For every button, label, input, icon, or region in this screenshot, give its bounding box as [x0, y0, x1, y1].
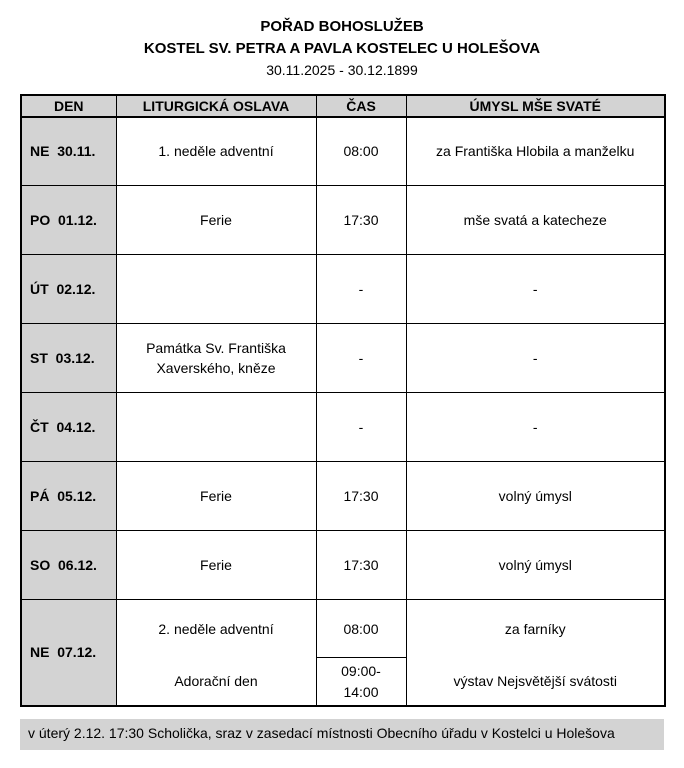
- celebration-cell: Ferie: [116, 462, 316, 531]
- intention-cell: -: [406, 255, 665, 324]
- time-cell: 17:30: [316, 186, 406, 255]
- celebration-cell: Adorační den: [116, 658, 316, 706]
- celebration-cell: Památka Sv. Františka Xaverského, kněze: [116, 324, 316, 393]
- celebration-cell: 1. neděle adventní: [116, 117, 316, 186]
- day-cell: ÚT 02.12.: [21, 255, 116, 324]
- time-cell: -: [316, 393, 406, 462]
- day-cell: PÁ 05.12.: [21, 462, 116, 531]
- header-row: [21, 95, 665, 117]
- intention-cell: volný úmysl: [406, 531, 665, 600]
- page-title: POŘAD BOHOSLUŽEB: [260, 18, 424, 35]
- time-cell: -: [316, 324, 406, 393]
- celebration-cell: [116, 255, 316, 324]
- header-cas: ČAS: [316, 95, 406, 117]
- table-row: [21, 324, 665, 393]
- schedule-table: [20, 94, 666, 707]
- page-subtitle: KOSTEL SV. PETRA A PAVLA KOSTELEC U HOLEŠOVA: [143, 39, 541, 57]
- celebration-cell: 2. neděle adventní: [116, 600, 316, 658]
- intention-cell: mše svatá a katecheze: [406, 186, 665, 255]
- day-cell: SO 06.12.: [21, 531, 116, 600]
- time-cell: -: [316, 255, 406, 324]
- time-cell: 09:00-14:00: [316, 658, 406, 706]
- celebration-cell: Ferie: [116, 186, 316, 255]
- intention-cell: -: [406, 324, 665, 393]
- day-cell: ST 03.12.: [21, 324, 116, 393]
- time-cell: 08:00: [316, 117, 406, 186]
- intention-cell: -: [406, 393, 665, 462]
- day-cell: ČT 04.12.: [21, 393, 116, 462]
- header-umysl: ÚMYSL MŠE SVATÉ: [406, 95, 665, 117]
- table-subrow: [21, 658, 665, 706]
- time-cell: 17:30: [316, 531, 406, 600]
- title-block: [20, 16, 664, 80]
- intention-cell: za Františka Hlobila a manželku: [406, 117, 665, 186]
- table-row: [21, 255, 665, 324]
- celebration-cell: Ferie: [116, 531, 316, 600]
- header-den: DEN: [21, 95, 116, 117]
- table-row: [21, 393, 665, 462]
- date-range: 30.11.2025 - 30.12.1899: [266, 61, 418, 78]
- time-cell: 17:30: [316, 462, 406, 531]
- table-row: [21, 186, 665, 255]
- table-row: [21, 117, 665, 186]
- footer-note: v úterý 2.12. 17:30 Scholička, sraz v zasedací místnosti Obecního úřadu v Kostelci u Holešova: [20, 719, 664, 750]
- intention-cell: výstav Nejsvětější svátosti: [406, 658, 665, 706]
- intention-cell: za farníky: [406, 600, 665, 658]
- day-cell: PO 01.12.: [21, 186, 116, 255]
- schedule-table-body: [21, 117, 665, 706]
- header-liturgicka-oslava: LITURGICKÁ OSLAVA: [116, 95, 316, 117]
- time-cell: 08:00: [316, 600, 406, 658]
- intention-cell: volný úmysl: [406, 462, 665, 531]
- table-row: [21, 462, 665, 531]
- day-cell: NE 30.11.: [21, 117, 116, 186]
- celebration-cell: [116, 393, 316, 462]
- table-row: [21, 600, 665, 658]
- table-row: [21, 531, 665, 600]
- day-cell: NE 07.12.: [21, 600, 116, 706]
